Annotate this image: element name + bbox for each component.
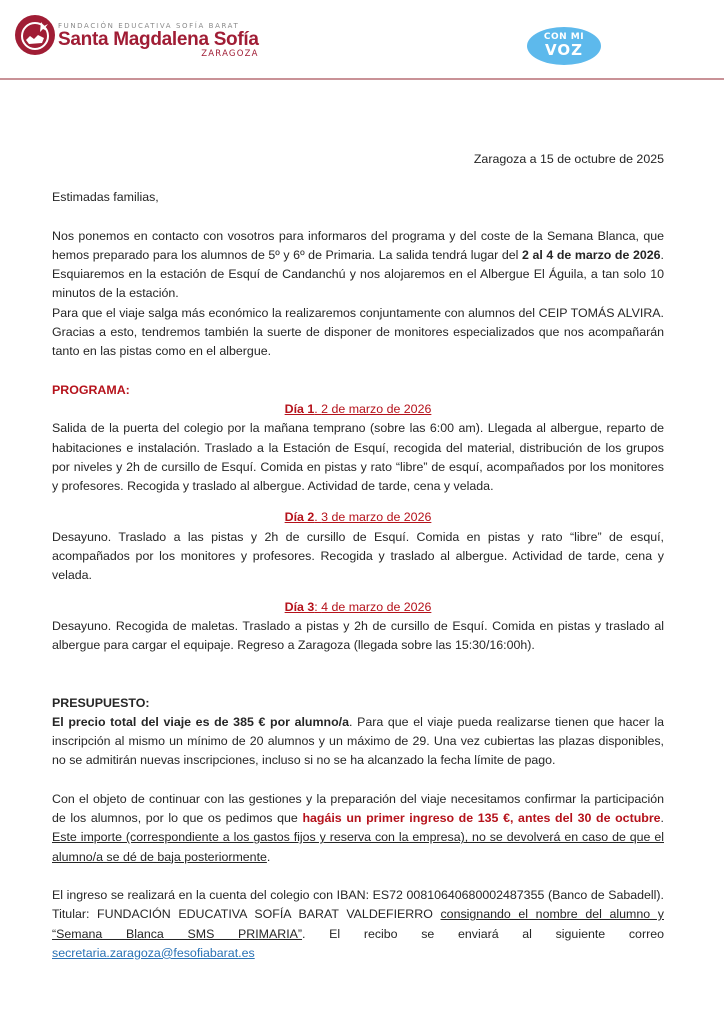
refund-notice: Este importe (correspondiente a los gastos fijos y reserva con la empresa), no se devolverá en caso de que el alumno/a se dé de baja posteriormente xyxy=(52,830,664,864)
header-divider xyxy=(0,78,724,80)
day-1-sep: . xyxy=(314,401,322,416)
day-3-sep: : xyxy=(314,599,322,614)
day-1-title xyxy=(52,400,664,419)
org-logo-text xyxy=(58,22,259,59)
badge-line-2: VOZ xyxy=(545,41,583,59)
day-3-text: Desayuno. Recogida de maletas. Traslado a pistas y 2h de cursillo de Esquí. Comida en pistas y traslado al albergue para cargar el equipaje. Regreso a Zaragoza (llegada sobre las 15:30/16:00h). xyxy=(52,618,664,653)
letter-body xyxy=(52,150,664,963)
org-city: ZARAGOZA xyxy=(201,49,259,59)
deposit-text-2: . xyxy=(660,811,664,826)
badge-line-1: CON MI xyxy=(543,32,585,42)
deposit-deadline: hagáis un primer ingreso de 135 €, antes del 30 de octubre xyxy=(302,811,661,826)
day-3-date: 4 de marzo de 2026 xyxy=(321,599,432,614)
price-statement: El precio total del viaje es de 385 € por alumno/a xyxy=(52,714,349,729)
secretary-email-link[interactable]: secretaria.zaragoza@fesofiabarat.es xyxy=(52,945,255,960)
day-3-title xyxy=(52,598,664,617)
deposit-text-3: . xyxy=(266,849,271,864)
trip-dates: 2 al 4 de marzo de 2026 xyxy=(521,247,661,262)
deposit-text-1: Con el objeto de continuar con las gestiones y la preparación del viaje necesitamos confirmar la participación de los alumnos, por lo que os pedimos que xyxy=(52,791,664,826)
intro-paragraph xyxy=(52,227,664,304)
budget-heading xyxy=(52,694,664,713)
payment-text-1: El ingreso se realizará en la cuenta del colegio con IBAN: ES72 00810640680002487355 (Banco de Sabadell). Titular: FUNDACIÓN EDUCATIVA SOFÍA BARAT VALDEFIERRO xyxy=(52,887,664,922)
intro-text-1: Nos ponemos en contacto con vosotros para informaros del programa y del coste de la Semana Blanca, que hemos preparado para los alumnos de 5º y 6º de Primaria. La salida tendrá lugar del xyxy=(52,228,664,262)
intro-text-2: . Esquiaremos en la estación de Esquí de Candanchú y nos alojaremos en el Albergue El Águila, a tan solo 10 minutos de la estación. xyxy=(52,247,664,301)
program-heading: PROGRAMA: xyxy=(52,382,130,397)
greeting: Estimadas familias, xyxy=(52,190,159,205)
day-1-text: Salida de la puerta del colegio por la mañana temprano (sobre las 6:00 am). Llegada al albergue, reparto de habitaciones e instalación. Traslado a la Estación de Esquí, recogida del material, distribución de los grupos por niveles y 2h de cursillo de Esquí. Comida en pistas y rato “libre” de esquí, acompañados por los monitores y profesores. Recogida y traslado al albergue. Actividad de tarde, cena y velada. xyxy=(52,421,664,494)
letterhead xyxy=(0,0,724,78)
org-school-name: Santa Magdalena Sofía xyxy=(58,29,259,50)
day-3-label: Día 3 xyxy=(284,599,315,614)
day-1-label: Día 1 xyxy=(284,401,315,416)
day-2-title xyxy=(52,508,664,527)
day-2-date: 3 de marzo de 2026 xyxy=(321,510,432,525)
day-1-date: 2 de marzo de 2026 xyxy=(321,401,432,416)
budget-text: . Para que el viaje pueda realizarse tienen que hacer la inscripción al mismo un mínimo de 20 alumnos y un máximo de 29. Una vez cubiertas las plazas disponibles, no se admitirán nuevas inscripciones, incluso si no se ha alcanzado la fecha límite de pago. xyxy=(52,714,664,768)
payment-paragraph xyxy=(52,886,664,963)
budget-paragraph xyxy=(52,713,664,771)
org-foundation-name: FUNDACIÓN EDUCATIVA SOFÍA BARAT xyxy=(58,22,240,30)
deposit-paragraph xyxy=(52,790,664,867)
payment-text-2: . El recibo se enviará al siguiente correo xyxy=(302,926,664,941)
letter-date: Zaragoza a 15 de octubre de 2025 xyxy=(473,152,664,166)
school-crest-icon xyxy=(14,14,56,56)
day-2-text: Desayuno. Traslado a las pistas y 2h de cursillo de Esquí. Comida en pistas y rato “libre” de esquí, acompañados por los monitores y profesores. Recogida y traslado al albergue. Actividad de tarde, cena y velada. xyxy=(52,529,664,583)
day-2-sep: . xyxy=(314,510,322,525)
day-2-label: Día 2 xyxy=(284,510,315,525)
con-mi-voz-badge xyxy=(527,27,601,65)
payment-reference-instruction: consignando el nombre del alumno y “Semana Blanca SMS PRIMARIA” xyxy=(52,907,664,941)
budget-heading-text: PRESUPUESTO: xyxy=(52,695,150,710)
intro-paragraph-2: Para que el viaje salga más económico la realizaremos conjuntamente con alumnos del CEIP TOMÁS ALVIRA. Gracias a esto, tendremos también la suerte de disponer de monitores especializados que nos acompañarán tanto en las pistas como en el albergue. xyxy=(52,305,664,359)
